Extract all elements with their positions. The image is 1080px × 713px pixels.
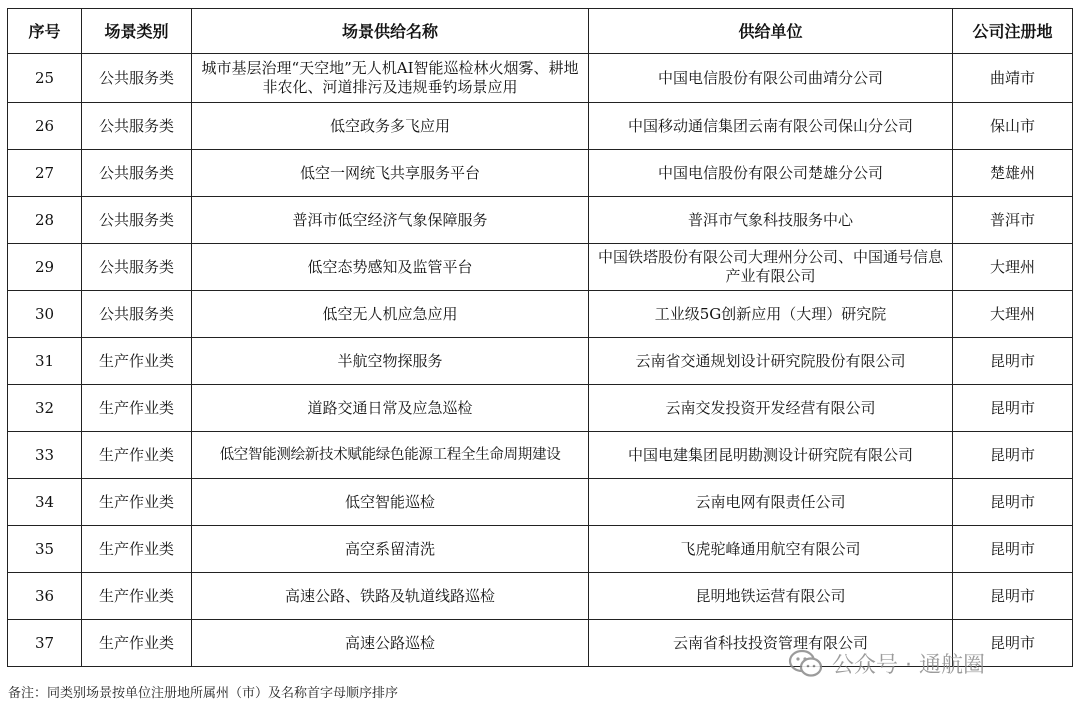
table-row: [8, 291, 1073, 338]
watermark-text: 公众号 · 通航圈: [832, 653, 985, 678]
cell-no: 34: [8, 479, 82, 526]
wechat-icon: [788, 649, 824, 679]
cell-name: 道路交通日常及应急巡检: [192, 385, 589, 432]
table-row: [8, 150, 1073, 197]
table-row: [8, 54, 1073, 103]
cell-category: 生产作业类: [82, 385, 192, 432]
cell-region: 昆明市: [953, 338, 1073, 385]
cell-name: 低空政务多飞应用: [192, 103, 589, 150]
cell-name: 高速公路、铁路及轨道线路巡检: [192, 573, 589, 620]
table-row: [8, 197, 1073, 244]
cell-no: 35: [8, 526, 82, 573]
cell-name: 低空智能测绘新技术赋能绿色能源工程全生命周期建设: [192, 432, 589, 479]
cell-category: 生产作业类: [82, 526, 192, 573]
cell-unit: 云南省交通规划设计研究院股份有限公司: [589, 338, 953, 385]
cell-unit: 云南省科技投资管理有限公司: [589, 620, 953, 667]
cell-region: 昆明市: [953, 526, 1073, 573]
cell-unit: 中国电信股份有限公司曲靖分公司: [589, 54, 953, 103]
cell-name: 高空系留清洗: [192, 526, 589, 573]
header-category: 场景类别: [82, 9, 192, 54]
cell-no: 27: [8, 150, 82, 197]
cell-category: 生产作业类: [82, 432, 192, 479]
table-row: [8, 479, 1073, 526]
cell-region: 昆明市: [953, 432, 1073, 479]
cell-unit: 中国铁塔股份有限公司大理州分公司、中国通号信息产业有限公司: [589, 244, 953, 291]
cell-region: 昆明市: [953, 573, 1073, 620]
header-name: 场景供给名称: [192, 9, 589, 54]
table-row: [8, 385, 1073, 432]
cell-region: 保山市: [953, 103, 1073, 150]
cell-region: 普洱市: [953, 197, 1073, 244]
cell-name: 半航空物探服务: [192, 338, 589, 385]
table-footnote: 备注：同类别场景按单位注册地所属州（市）及名称首字母顺序排序: [8, 686, 399, 701]
cell-name: 高速公路巡检: [192, 620, 589, 667]
table-row: [8, 103, 1073, 150]
cell-region: 昆明市: [953, 620, 1073, 667]
cell-no: 29: [8, 244, 82, 291]
cell-unit: 中国电信股份有限公司楚雄分公司: [589, 150, 953, 197]
cell-category: 公共服务类: [82, 291, 192, 338]
cell-region: 楚雄州: [953, 150, 1073, 197]
cell-category: 公共服务类: [82, 244, 192, 291]
table-row: [8, 526, 1073, 573]
cell-no: 32: [8, 385, 82, 432]
cell-category: 公共服务类: [82, 103, 192, 150]
cell-region: 大理州: [953, 291, 1073, 338]
cell-unit: 云南电网有限责任公司: [589, 479, 953, 526]
cell-no: 33: [8, 432, 82, 479]
cell-name: 低空无人机应急应用: [192, 291, 589, 338]
cell-no: 36: [8, 573, 82, 620]
cell-no: 30: [8, 291, 82, 338]
cell-unit: 工业级5G创新应用（大理）研究院: [589, 291, 953, 338]
header-region: 公司注册地: [953, 9, 1073, 54]
cell-category: 生产作业类: [82, 573, 192, 620]
cell-category: 生产作业类: [82, 338, 192, 385]
wechat-watermark: [788, 648, 985, 679]
cell-name: 低空一网统飞共享服务平台: [192, 150, 589, 197]
cell-no: 28: [8, 197, 82, 244]
cell-unit: 普洱市气象科技服务中心: [589, 197, 953, 244]
cell-category: 公共服务类: [82, 197, 192, 244]
cell-no: 26: [8, 103, 82, 150]
cell-name: 低空智能巡检: [192, 479, 589, 526]
cell-unit: 中国电建集团昆明勘测设计研究院有限公司: [589, 432, 953, 479]
cell-name: 低空态势感知及监管平台: [192, 244, 589, 291]
cell-no: 37: [8, 620, 82, 667]
table-header-row: [8, 9, 1073, 54]
cell-unit: 飞虎驼峰通用航空有限公司: [589, 526, 953, 573]
cell-no: 25: [8, 54, 82, 103]
header-no: 序号: [8, 9, 82, 54]
header-unit: 供给单位: [589, 9, 953, 54]
table-row: [8, 573, 1073, 620]
cell-category: 公共服务类: [82, 150, 192, 197]
cell-name: 普洱市低空经济气象保障服务: [192, 197, 589, 244]
cell-region: 大理州: [953, 244, 1073, 291]
cell-region: 昆明市: [953, 385, 1073, 432]
cell-category: 公共服务类: [82, 54, 192, 103]
cell-category: 生产作业类: [82, 620, 192, 667]
cell-unit: 云南交发投资开发经营有限公司: [589, 385, 953, 432]
table-row: [8, 338, 1073, 385]
cell-unit: 中国移动通信集团云南有限公司保山分公司: [589, 103, 953, 150]
cell-unit: 昆明地铁运营有限公司: [589, 573, 953, 620]
cell-region: 昆明市: [953, 479, 1073, 526]
cell-category: 生产作业类: [82, 479, 192, 526]
table-row: [8, 244, 1073, 291]
cell-name: 城市基层治理“天空地”无人机AI智能巡检林火烟雾、耕地非农化、河道排污及违规垂钓场景应用: [192, 54, 589, 103]
cell-region: 曲靖市: [953, 54, 1073, 103]
scenario-supply-table: [7, 8, 1073, 667]
table-row: [8, 432, 1073, 479]
cell-no: 31: [8, 338, 82, 385]
